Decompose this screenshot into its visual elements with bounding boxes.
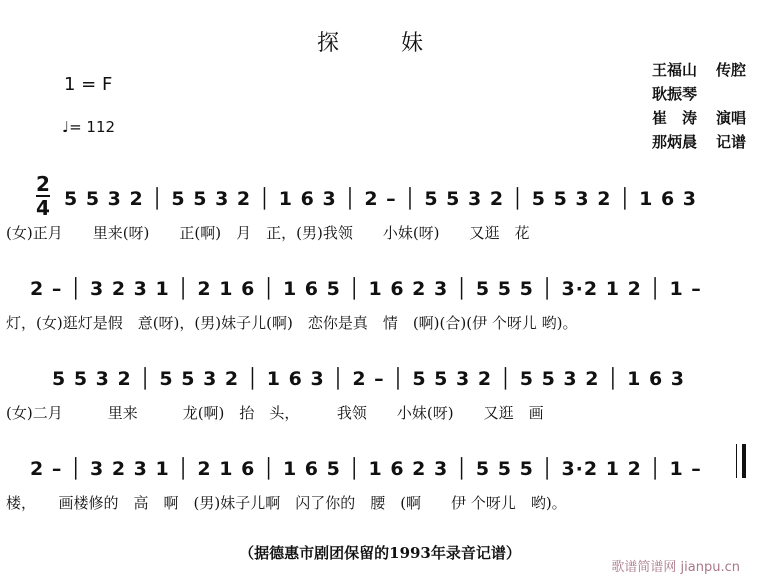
song-title: 探 妹	[316, 31, 443, 56]
credit-name: 崔 涛	[652, 109, 698, 127]
notation-line: 2 – │ 3 2 3 1 │ 2 1 6 │ 1 6 5 │ 1 6 2 3 │ 5 5 5 │ 3·2 1 2 │ 1 –	[30, 458, 702, 480]
credit-role: 记谱	[716, 133, 747, 151]
score-system-4	[0, 446, 760, 546]
lyrics-line: (女)二月 里来 龙(啊) 抬 头， 我领 小妹(呀) 又逛 画	[6, 404, 544, 422]
credits	[652, 58, 746, 154]
final-barline-thin	[736, 444, 737, 478]
site-watermark: 歌谱简谱网 jianpu.cn	[611, 560, 740, 575]
time-signature-bottom: 4	[36, 196, 50, 220]
credit-name: 王福山	[652, 61, 698, 79]
final-barline-thick	[742, 444, 746, 478]
tempo-marking: ♩= 112	[62, 118, 116, 136]
score-system-3	[0, 356, 760, 456]
notation-line: 5 5 3 2 │ 5 5 3 2 │ 1 6 3 │ 2 – │ 5 5 3 2 │ 5 5 3 2 │ 1 6 3	[52, 368, 686, 390]
lyrics-line: (女)正月 里来(呀) 正(啊) 月 正，(男)我领 小妹(呀) 又逛 花	[6, 224, 530, 242]
lyrics-line: 灯，(女)逛灯是假 意(呀)，(男)妹子儿(啊) 恋你是真 情 (啊)(合)(伊 个呀儿 哟)。	[6, 314, 578, 332]
credit-role: 演唱	[716, 109, 747, 127]
credit-row	[652, 82, 746, 106]
credit-role: 传腔	[716, 61, 747, 79]
credit-row	[652, 130, 746, 154]
credit-name: 那炳晨	[652, 133, 698, 151]
score-system-2	[0, 266, 760, 366]
credit-row	[652, 58, 746, 82]
source-note: （据德惠市剧团保留的1993年录音记谱）	[239, 544, 521, 562]
notation-line: 2 – │ 3 2 3 1 │ 2 1 6 │ 1 6 5 │ 1 6 2 3 │ 5 5 5 │ 3·2 1 2 │ 1 –	[30, 278, 702, 300]
credit-row	[652, 106, 746, 130]
lyrics-line: 楼， 画楼修的 高 啊 (男)妹子儿啊 闪了你的 腰 (啊 伊 个呀儿 哟)。	[6, 494, 567, 512]
score-system-1	[0, 172, 760, 276]
key-signature: 1 = F	[64, 74, 113, 95]
credit-name: 耿振琴	[652, 85, 698, 103]
notation-line: 5 5 3 2 │ 5 5 3 2 │ 1 6 3 │ 2 – │ 5 5 3 2 │ 5 5 3 2 │ 1 6 3	[64, 188, 698, 210]
time-signature-top: 2	[36, 172, 50, 196]
